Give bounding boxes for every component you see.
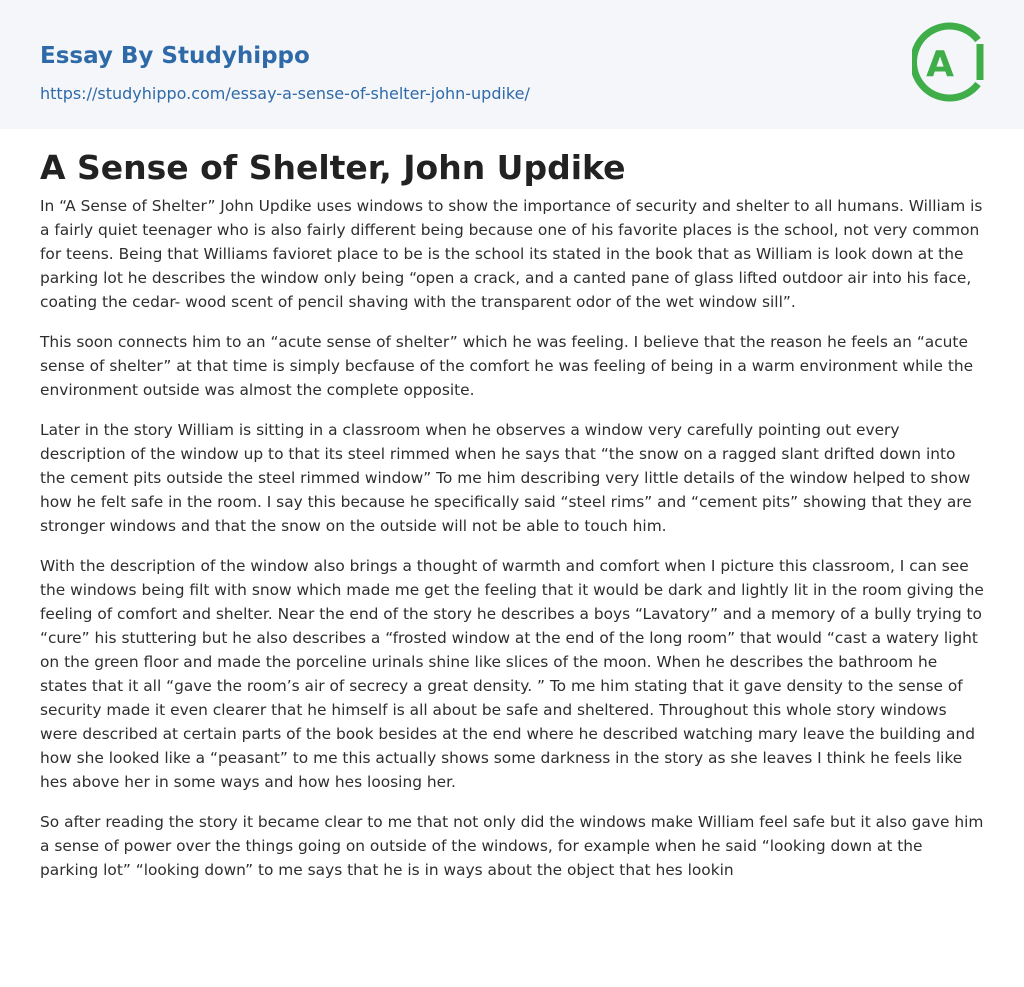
article-paragraph: In “A Sense of Shelter” John Updike uses windows to show the importance of security and shelter to all humans. William is a fairly quiet teenager who is also fairly different being because one of his favorite places is the school, not very common for teens. Being that Williams favioret place to be is the school its stated in the book that as William is look down at the parking lot he describes the window only being “open a crack, and a canted pane of glass lifted outdoor air into his face, coating the cedar- wood scent of pencil shaving with the transparent odor of the wet window sill”. [40,197,983,311]
site-header [0,0,1024,129]
article-title: A Sense of Shelter, John Updike [40,148,626,187]
article-paragraph: So after reading the story it became clear to me that not only did the windows make William feel safe but it also gave him a sense of power over the things going on outside of the windows, for example when he said “looking down at the parking lot” “looking down” to me says that he is in ways about the object that hes lookin [40,813,984,879]
article-paragraph: Later in the story William is sitting in a classroom when he observes a window very carefully pointing out every description of the window up to that its steel rimmed when he says that “the snow on a ragged slant drifted down into the cement pits outside the steel rimmed window” To me him describing very little details of the window helped to show how he felt safe in the room. I say this because he specifically said “steel rims” and “cement pits” showing that they are stronger windows and that the snow on the outside will not be able to touch him. [40,421,972,535]
logo-letter: A [926,44,954,85]
essay-url-link[interactable]: https://studyhippo.com/essay-a-sense-of-shelter-john-updike/ [40,84,530,103]
studyhippo-logo-icon[interactable] [912,20,986,104]
article-body [40,194,984,898]
logo-graphic [912,20,986,104]
article-paragraph: This soon connects him to an “acute sense of shelter” which he was feeling. I believe that the reason he feels an “acute sense of shelter” at that time is simply becfause of the comfort he was feeling of being in a warm environment while the environment outside was almost the complete opposite. [40,333,974,399]
brand-title[interactable]: Essay By Studyhippo [40,43,310,69]
article-paragraph: With the description of the window also brings a thought of warmth and comfort when I picture this classroom, I can see the windows being filt with snow which made me get the feeling that it would be dark and lightly lit in the room giving the feeling of comfort and shelter. Near the end of the story he describes a boys “Lavatory” and a memory of a bully trying to “cure” his stuttering but he also describes a “frosted window at the end of the long room” that would “cast a watery light on the green floor and made the porceline urinals shine like slices of the moon. When he describes the bathroom he states that it all “gave the room’s air of secrecy a great density. ” To me him stating that it gave density to the sense of security made it even clearer that he himself is all about be safe and sheltered. Throughout this whole story windows were described at certain parts of the book besides at the end where he described watching mary leave the building and how she looked like a “peasant” to me this actually shows some darkness in the story as she leaves I think he feels like hes above her in some ways and how hes loosing her. [40,557,984,791]
